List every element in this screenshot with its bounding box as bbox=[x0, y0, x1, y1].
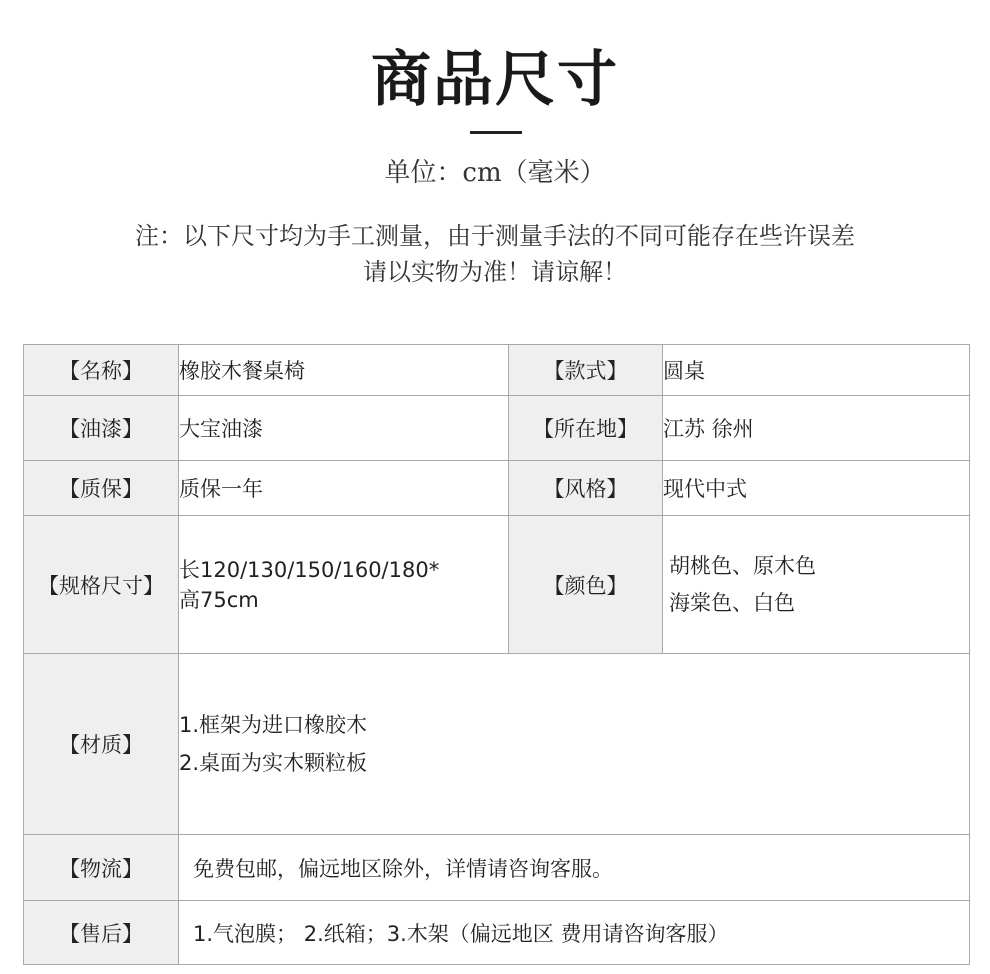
measurement-note bbox=[0, 218, 990, 290]
aftersale-label: 【售后】 bbox=[24, 901, 179, 965]
logistics-value: 免费包邮，偏远地区除外，详情请咨询客服。 bbox=[179, 835, 970, 901]
color-line-2: 海棠色、白色 bbox=[669, 590, 795, 615]
design-label: 【风格】 bbox=[509, 461, 663, 516]
spec-table bbox=[23, 344, 970, 965]
note-line-2: 请以实物为准！请谅解！ bbox=[363, 258, 627, 286]
note-line-1: 注：以下尺寸均为手工测量，由于测量手法的不同可能存在些许误差 bbox=[135, 222, 855, 250]
table-row bbox=[24, 835, 970, 901]
title-divider bbox=[470, 131, 522, 134]
material-value bbox=[179, 654, 970, 835]
warranty-label: 【质保】 bbox=[24, 461, 179, 516]
name-value: 橡胶木餐桌椅 bbox=[179, 345, 509, 396]
color-value bbox=[663, 516, 970, 654]
paint-value: 大宝油漆 bbox=[179, 396, 509, 461]
location-value: 江苏 徐州 bbox=[663, 396, 970, 461]
color-line-1: 胡桃色、原木色 bbox=[669, 553, 816, 578]
logistics-label: 【物流】 bbox=[24, 835, 179, 901]
table-row bbox=[24, 516, 970, 654]
name-label: 【名称】 bbox=[24, 345, 179, 396]
location-label: 【所在地】 bbox=[509, 396, 663, 461]
table-row bbox=[24, 396, 970, 461]
unit-text: 单位：cm（毫米） bbox=[384, 158, 606, 188]
table-row bbox=[24, 461, 970, 516]
material-label: 【材质】 bbox=[24, 654, 179, 835]
warranty-value: 质保一年 bbox=[179, 461, 509, 516]
style-value: 圆桌 bbox=[663, 345, 970, 396]
size-line-1: 长120/130/150/160/180* bbox=[179, 557, 440, 582]
material-line-1: 1.框架为进口橡胶木 bbox=[179, 713, 368, 737]
aftersale-value: 1.气泡膜； 2.纸箱；3.木架（偏远地区 费用请咨询客服） bbox=[179, 901, 970, 965]
table-row bbox=[24, 345, 970, 396]
style-label: 【款式】 bbox=[509, 345, 663, 396]
page-title: 商品尺寸 bbox=[371, 45, 619, 115]
paint-label: 【油漆】 bbox=[24, 396, 179, 461]
table-row bbox=[24, 901, 970, 965]
table-row bbox=[24, 654, 970, 835]
material-line-2: 2.桌面为实木颗粒板 bbox=[179, 751, 368, 775]
size-value bbox=[179, 516, 509, 654]
size-label: 【规格尺寸】 bbox=[24, 516, 179, 654]
color-label: 【颜色】 bbox=[509, 516, 663, 654]
design-value: 现代中式 bbox=[663, 461, 970, 516]
size-line-2: 高75cm bbox=[179, 587, 259, 612]
